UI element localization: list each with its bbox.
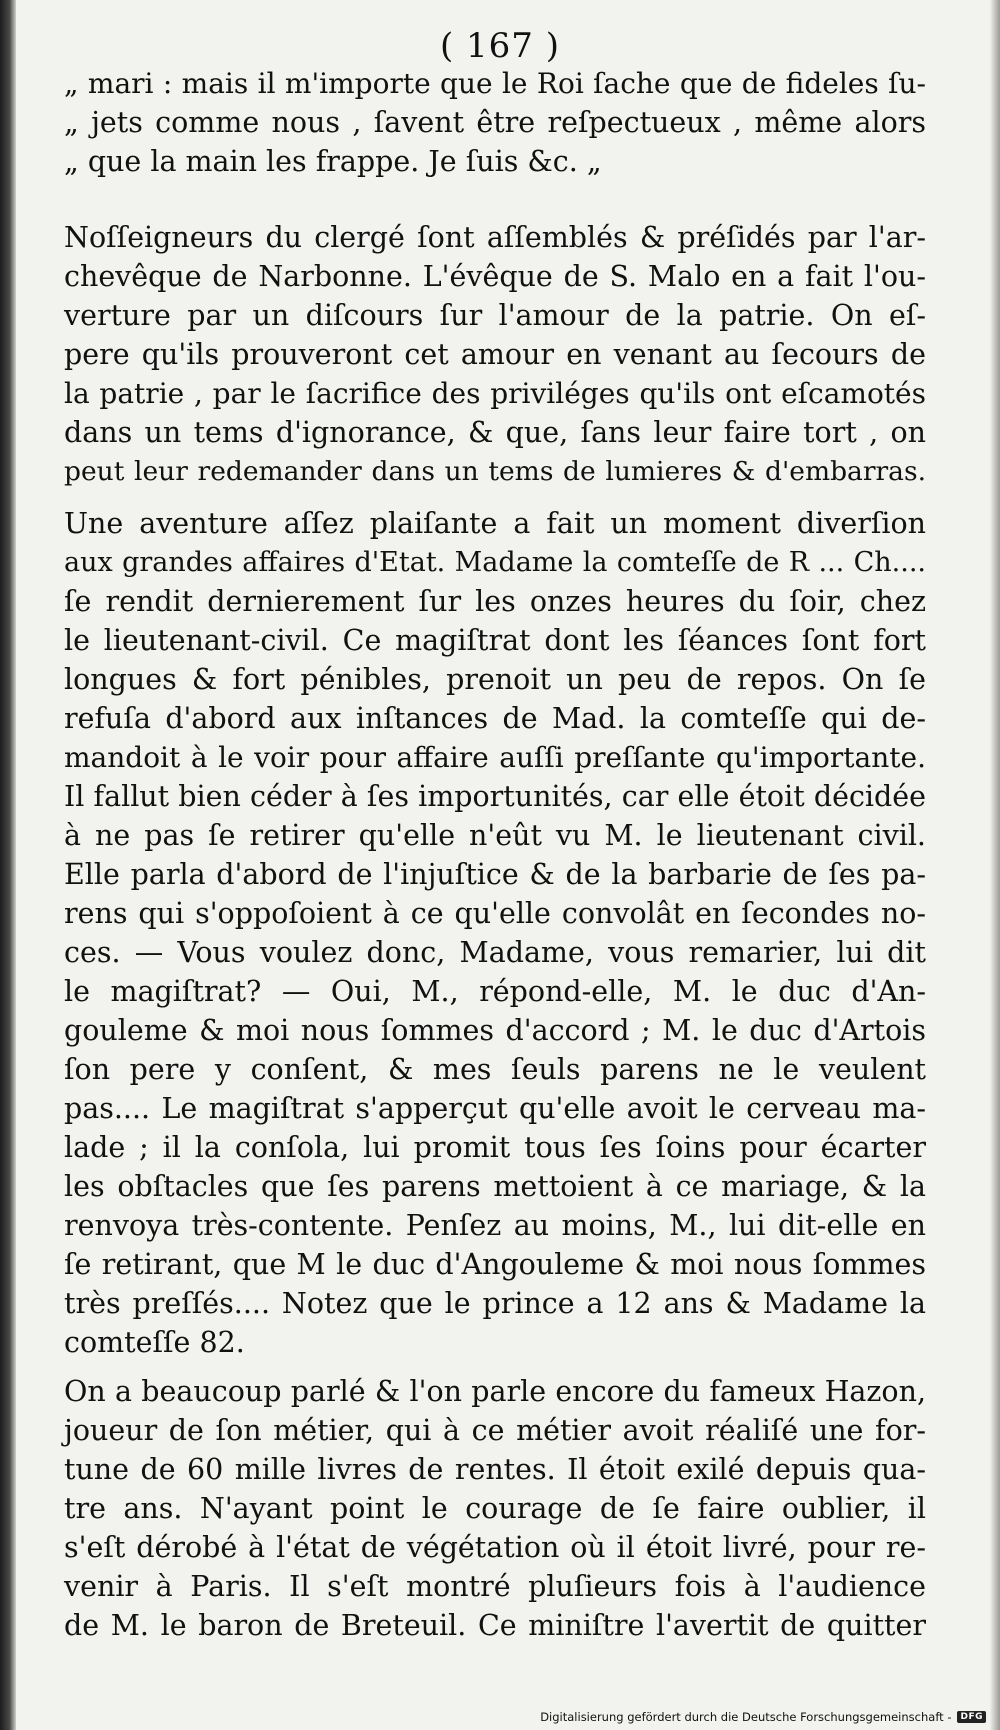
text-line: peut leur redemander dans un tems de lumieres & d'embarras. bbox=[64, 456, 926, 487]
text-line: On a beaucoup parlé & l'on parle encore du fameux Hazon, bbox=[64, 1375, 926, 1408]
text-line: verture par un diſcours ſur l'amour de la patrie. On eſ- bbox=[64, 299, 926, 332]
text-line: rens qui s'oppoſoient à ce qu'elle convolât en ſecondes no- bbox=[64, 897, 926, 930]
text-line: Une aventure aſſez plaiſante a fait un moment diverſion bbox=[64, 507, 926, 540]
text-line: le magiſtrat? — Oui, M., répond-elle, M. le duc d'An- bbox=[64, 975, 926, 1008]
page-number: ( 167 ) bbox=[439, 26, 561, 66]
text-line: la patrie , par le ſacrifice des priviléges qu'ils ont eſcamotés bbox=[64, 377, 926, 410]
text-line: dans un tems d'ignorance, & que, ſans leur faire tort , on bbox=[64, 416, 926, 449]
text-line: refuſa d'abord aux inſtances de Mad. la comteſſe qui de- bbox=[64, 702, 926, 735]
text-line: le lieutenant-civil. Ce magiſtrat dont les ſéances ſont fort bbox=[64, 624, 926, 657]
text-line: très preſſés.... Notez que le prince a 12 ans & Madame la bbox=[64, 1287, 926, 1320]
text-line: tune de 60 mille livres de rentes. Il étoit exilé depuis qua- bbox=[64, 1453, 926, 1486]
text-line: les obſtacles que ſes parens mettoient à ce mariage, & la bbox=[64, 1170, 926, 1203]
text-line: „ jets comme nous , ſavent être reſpectueux , même alors bbox=[64, 106, 926, 139]
text-line: pere qu'ils prouveront cet amour en venant au ſecours de bbox=[64, 338, 926, 371]
text-line: „ que la main les frappe. Je ſuis &c. „ bbox=[64, 145, 602, 178]
text-line: pas.... Le magiſtrat s'apperçut qu'elle avoit le cerveau ma- bbox=[64, 1092, 926, 1125]
text-line: de M. le baron de Breteuil. Ce miniſtre l'avertit de quitter bbox=[64, 1609, 926, 1642]
text-line: ſe retirant, que M le duc d'Angouleme & moi nous ſommes bbox=[64, 1248, 926, 1281]
text-line: chevêque de Narbonne. L'évêque de S. Malo en a fait l'ou- bbox=[64, 260, 926, 293]
dfg-logo: DFG bbox=[957, 1711, 986, 1723]
text-line: à ne pas ſe retirer qu'elle n'eût vu M. le lieutenant civil. bbox=[64, 819, 926, 852]
text-line: comteſſe 82. bbox=[64, 1326, 245, 1359]
text-line: venir à Paris. Il s'eſt montré pluſieurs fois à l'audience bbox=[64, 1570, 926, 1603]
text-line: s'eſt dérobé à l'état de végétation où il étoit livré, pour re- bbox=[64, 1531, 926, 1564]
text-line: gouleme & moi nous ſommes d'accord ; M. le duc d'Artois bbox=[64, 1014, 926, 1047]
text-line: longues & fort pénibles, prenoit un peu de repos. On ſe bbox=[64, 663, 926, 696]
text-line: aux grandes affaires d'Etat. Madame la comteſſe de R ... Ch.... bbox=[64, 547, 926, 578]
text-line: lade ; il la conſola, lui promit tous ſes ſoins pour écarter bbox=[64, 1131, 926, 1164]
text-line: tre ans. N'ayant point le courage de ſe faire oublier, il bbox=[64, 1492, 926, 1525]
funding-note: Digitalisierung gefördert durch die Deutsche Forschungsgemeinschaft - bbox=[540, 1710, 952, 1724]
text-line: Elle parla d'abord de l'injuſtice & de la barbarie de ſes pa- bbox=[64, 858, 926, 891]
text-line: Noſſeigneurs du clergé ſont aſſemblés & préſidés par l'ar- bbox=[64, 221, 926, 254]
text-line: „ mari : mais il m'importe que le Roi ſache que de fideles ſu- bbox=[64, 67, 926, 100]
text-line: Il fallut bien céder à ſes importunités, car elle étoit décidée bbox=[64, 780, 926, 813]
paragraph-letter-end bbox=[64, 64, 926, 181]
funding-footer bbox=[540, 1710, 986, 1724]
text-line: joueur de ſon métier, qui à ce métier avoit réaliſé une for- bbox=[64, 1414, 926, 1447]
paragraph-hazon bbox=[64, 1372, 926, 1645]
text-line: ſe rendit dernierement ſur les onzes heures du ſoir, chez bbox=[64, 585, 926, 618]
text-line: ſon pere y conſent, & mes ſeuls parens ne le veulent bbox=[64, 1053, 926, 1086]
paragraph-countess bbox=[64, 504, 926, 1362]
page-edge bbox=[990, 0, 1000, 1730]
text-line: ces. — Vous voulez donc, Madame, vous remarier, lui dit bbox=[64, 936, 926, 969]
text-line: mandoit à le voir pour affaire auſſi preſſante qu'importante. bbox=[64, 741, 926, 774]
text-line: renvoya très-contente. Penſez au moins, M., lui dit-elle en bbox=[64, 1209, 926, 1242]
paragraph-clergy bbox=[64, 218, 926, 491]
binding-shadow bbox=[0, 0, 16, 1730]
